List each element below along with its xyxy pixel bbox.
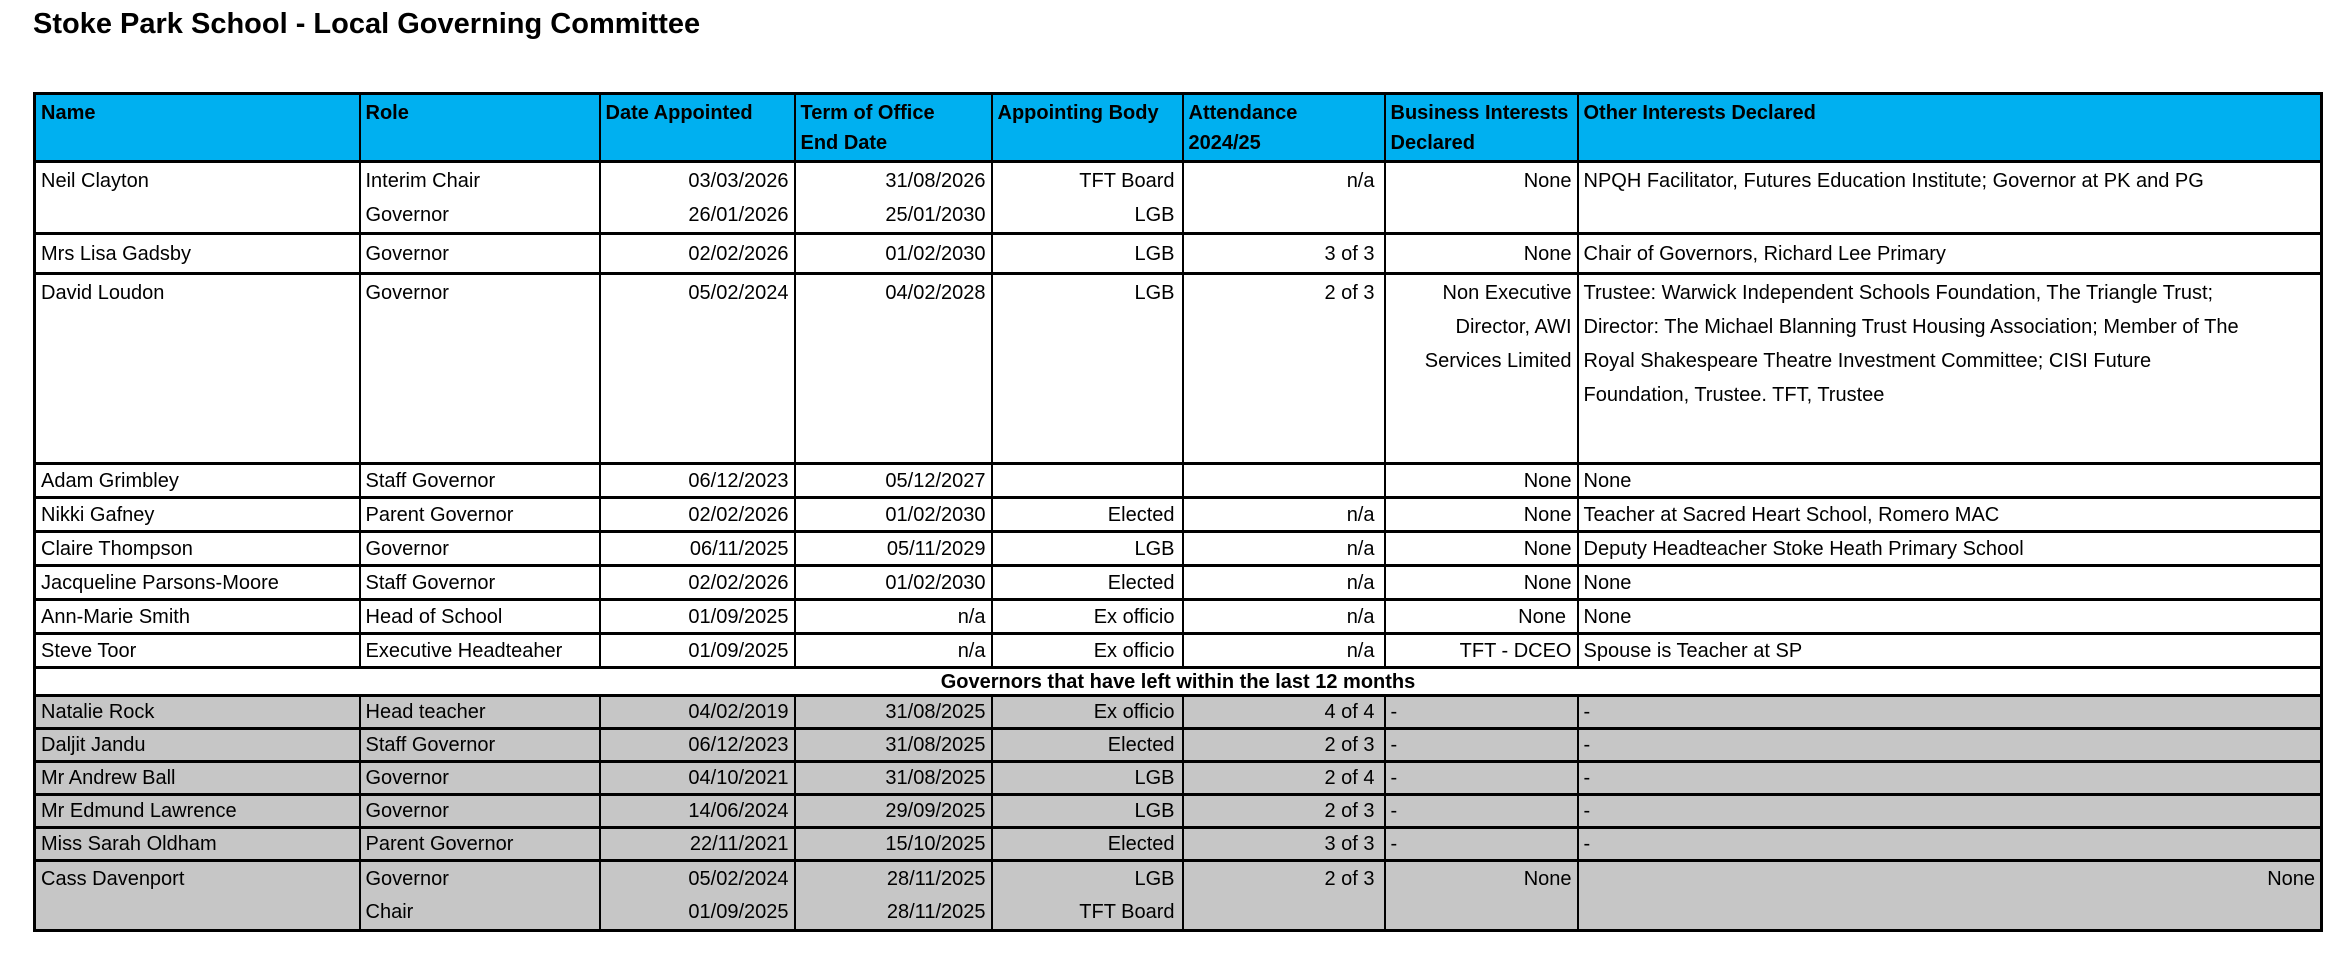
cell-mr-edmund-lawrence-term-end: 29/09/2025	[795, 795, 992, 828]
cell-steve-toor-business-interests: TFT - DCEO	[1385, 634, 1578, 668]
row-mrs-lisa-gadsby	[35, 234, 2322, 274]
cell-jacqueline-parsons-moore-date-appointed: 02/02/2026	[600, 566, 795, 600]
cell-mr-edmund-lawrence-other-interests: -	[1578, 795, 2322, 828]
cell-steve-toor-name: Steve Toor	[35, 634, 360, 668]
row-ann-marie-smith	[35, 600, 2322, 634]
cell-cass-davenport-appointing-body: LGB TFT Board	[992, 861, 1183, 931]
table-body	[35, 162, 2322, 931]
cell-miss-sarah-oldham-business-interests: -	[1385, 828, 1578, 861]
page-title: Stoke Park School - Local Governing Committee	[33, 8, 701, 40]
cell-mr-andrew-ball-appointing-body: LGB	[992, 762, 1183, 795]
cell-claire-thompson-date-appointed: 06/11/2025	[600, 532, 795, 566]
cell-mr-edmund-lawrence-role: Governor	[360, 795, 600, 828]
table-header	[35, 94, 2322, 162]
cell-cass-davenport-date-appointed: 05/02/2024 01/09/2025	[600, 861, 795, 931]
cell-mrs-lisa-gadsby-appointing-body: LGB	[992, 234, 1183, 274]
col-header-role: Role	[360, 94, 600, 162]
row-natalie-rock	[35, 696, 2322, 729]
cell-claire-thompson-appointing-body: LGB	[992, 532, 1183, 566]
col-header-other-interests: Other Interests Declared	[1578, 94, 2322, 162]
cell-ann-marie-smith-role: Head of School	[360, 600, 600, 634]
cell-adam-grimbley-term-end: 05/12/2027	[795, 464, 992, 498]
cell-mr-andrew-ball-attendance: 2 of 4	[1183, 762, 1385, 795]
cell-jacqueline-parsons-moore-appointing-body: Elected	[992, 566, 1183, 600]
row-cass-davenport	[35, 861, 2322, 931]
cell-nikki-gafney-other-interests: Teacher at Sacred Heart School, Romero MAC	[1578, 498, 2322, 532]
cell-david-loudon-appointing-body: LGB	[992, 274, 1183, 464]
row-steve-toor	[35, 634, 2322, 668]
cell-cass-davenport-term-end: 28/11/2025 28/11/2025	[795, 861, 992, 931]
cell-david-loudon-role: Governor	[360, 274, 600, 464]
row-daljit-jandu	[35, 729, 2322, 762]
cell-natalie-rock-role: Head teacher	[360, 696, 600, 729]
cell-ann-marie-smith-business-interests: None	[1385, 600, 1578, 634]
cell-cass-davenport-attendance: 2 of 3	[1183, 861, 1385, 931]
cell-mrs-lisa-gadsby-date-appointed: 02/02/2026	[600, 234, 795, 274]
cell-natalie-rock-other-interests: -	[1578, 696, 2322, 729]
cell-nikki-gafney-attendance: n/a	[1183, 498, 1385, 532]
cell-miss-sarah-oldham-date-appointed: 22/11/2021	[600, 828, 795, 861]
cell-mrs-lisa-gadsby-other-interests: Chair of Governors, Richard Lee Primary	[1578, 234, 2322, 274]
cell-adam-grimbley-attendance	[1183, 464, 1385, 498]
cell-david-loudon-business-interests: Non Executive Director, AWI Services Limited	[1385, 274, 1578, 464]
cell-david-loudon-attendance: 2 of 3	[1183, 274, 1385, 464]
col-header-name: Name	[35, 94, 360, 162]
cell-mr-edmund-lawrence-appointing-body: LGB	[992, 795, 1183, 828]
cell-david-loudon-date-appointed: 05/02/2024	[600, 274, 795, 464]
cell-steve-toor-date-appointed: 01/09/2025	[600, 634, 795, 668]
cell-miss-sarah-oldham-other-interests: -	[1578, 828, 2322, 861]
governing-committee-table	[33, 92, 2323, 932]
col-header-date-appointed: Date Appointed	[600, 94, 795, 162]
col-header-term-end: Term of Office End Date	[795, 94, 992, 162]
cell-mr-andrew-ball-date-appointed: 04/10/2021	[600, 762, 795, 795]
cell-jacqueline-parsons-moore-other-interests: None	[1578, 566, 2322, 600]
cell-steve-toor-appointing-body: Ex officio	[992, 634, 1183, 668]
cell-ann-marie-smith-other-interests: None	[1578, 600, 2322, 634]
cell-claire-thompson-other-interests: Deputy Headteacher Stoke Heath Primary School	[1578, 532, 2322, 566]
section-divider-row	[35, 668, 2322, 696]
cell-mr-edmund-lawrence-attendance: 2 of 3	[1183, 795, 1385, 828]
cell-natalie-rock-term-end: 31/08/2025	[795, 696, 992, 729]
cell-mrs-lisa-gadsby-name: Mrs Lisa Gadsby	[35, 234, 360, 274]
cell-miss-sarah-oldham-name: Miss Sarah Oldham	[35, 828, 360, 861]
row-adam-grimbley	[35, 464, 2322, 498]
row-david-loudon	[35, 274, 2322, 464]
cell-jacqueline-parsons-moore-business-interests: None	[1385, 566, 1578, 600]
cell-daljit-jandu-name: Daljit Jandu	[35, 729, 360, 762]
cell-jacqueline-parsons-moore-role: Staff Governor	[360, 566, 600, 600]
header-row	[35, 94, 2322, 162]
cell-daljit-jandu-role: Staff Governor	[360, 729, 600, 762]
cell-cass-davenport-role: Governor Chair	[360, 861, 600, 931]
cell-neil-clayton-other-interests: NPQH Facilitator, Futures Education Institute; Governor at PK and PG	[1578, 162, 2322, 234]
cell-steve-toor-attendance: n/a	[1183, 634, 1385, 668]
cell-nikki-gafney-role: Parent Governor	[360, 498, 600, 532]
cell-mr-andrew-ball-term-end: 31/08/2025	[795, 762, 992, 795]
cell-jacqueline-parsons-moore-term-end: 01/02/2030	[795, 566, 992, 600]
cell-jacqueline-parsons-moore-name: Jacqueline Parsons-Moore	[35, 566, 360, 600]
cell-claire-thompson-business-interests: None	[1385, 532, 1578, 566]
cell-daljit-jandu-term-end: 31/08/2025	[795, 729, 992, 762]
cell-ann-marie-smith-appointing-body: Ex officio	[992, 600, 1183, 634]
cell-natalie-rock-business-interests: -	[1385, 696, 1578, 729]
cell-claire-thompson-name: Claire Thompson	[35, 532, 360, 566]
cell-david-loudon-other-interests: Trustee: Warwick Independent Schools Foundation, The Triangle Trust; Director: The Michael Blanning Trust Housing Association; Member of The Royal Shakespeare Theatre Investment Committee; CISI Future Foundation, Trustee. TFT, Trustee	[1578, 274, 2322, 464]
cell-claire-thompson-role: Governor	[360, 532, 600, 566]
row-jacqueline-parsons-moore	[35, 566, 2322, 600]
cell-neil-clayton-business-interests: None	[1385, 162, 1578, 234]
cell-natalie-rock-date-appointed: 04/02/2019	[600, 696, 795, 729]
cell-miss-sarah-oldham-appointing-body: Elected	[992, 828, 1183, 861]
cell-steve-toor-role: Executive Headteaher	[360, 634, 600, 668]
cell-claire-thompson-attendance: n/a	[1183, 532, 1385, 566]
cell-daljit-jandu-appointing-body: Elected	[992, 729, 1183, 762]
cell-adam-grimbley-other-interests: None	[1578, 464, 2322, 498]
cell-cass-davenport-other-interests: None	[1578, 861, 2322, 931]
cell-ann-marie-smith-term-end: n/a	[795, 600, 992, 634]
cell-miss-sarah-oldham-attendance: 3 of 3	[1183, 828, 1385, 861]
cell-claire-thompson-term-end: 05/11/2029	[795, 532, 992, 566]
row-miss-sarah-oldham	[35, 828, 2322, 861]
cell-cass-davenport-name: Cass Davenport	[35, 861, 360, 931]
cell-david-loudon-name: David Loudon	[35, 274, 360, 464]
row-mr-edmund-lawrence	[35, 795, 2322, 828]
row-neil-clayton	[35, 162, 2322, 234]
cell-natalie-rock-appointing-body: Ex officio	[992, 696, 1183, 729]
section-header-former-governors: Governors that have left within the last 12 months	[35, 668, 2322, 696]
col-header-business-interests: Business Interests Declared	[1385, 94, 1578, 162]
cell-nikki-gafney-date-appointed: 02/02/2026	[600, 498, 795, 532]
cell-adam-grimbley-role: Staff Governor	[360, 464, 600, 498]
cell-neil-clayton-role: Interim Chair Governor	[360, 162, 600, 234]
cell-miss-sarah-oldham-term-end: 15/10/2025	[795, 828, 992, 861]
cell-mr-edmund-lawrence-date-appointed: 14/06/2024	[600, 795, 795, 828]
cell-daljit-jandu-other-interests: -	[1578, 729, 2322, 762]
cell-mrs-lisa-gadsby-business-interests: None	[1385, 234, 1578, 274]
cell-nikki-gafney-term-end: 01/02/2030	[795, 498, 992, 532]
cell-mr-andrew-ball-business-interests: -	[1385, 762, 1578, 795]
cell-nikki-gafney-business-interests: None	[1385, 498, 1578, 532]
cell-steve-toor-term-end: n/a	[795, 634, 992, 668]
cell-adam-grimbley-appointing-body	[992, 464, 1183, 498]
cell-natalie-rock-name: Natalie Rock	[35, 696, 360, 729]
row-claire-thompson	[35, 532, 2322, 566]
cell-daljit-jandu-attendance: 2 of 3	[1183, 729, 1385, 762]
cell-adam-grimbley-date-appointed: 06/12/2023	[600, 464, 795, 498]
cell-jacqueline-parsons-moore-attendance: n/a	[1183, 566, 1385, 600]
row-mr-andrew-ball	[35, 762, 2322, 795]
cell-adam-grimbley-business-interests: None	[1385, 464, 1578, 498]
col-header-attendance: Attendance 2024/25	[1183, 94, 1385, 162]
col-header-appointing-body: Appointing Body	[992, 94, 1183, 162]
cell-cass-davenport-business-interests: None	[1385, 861, 1578, 931]
cell-mrs-lisa-gadsby-term-end: 01/02/2030	[795, 234, 992, 274]
cell-nikki-gafney-appointing-body: Elected	[992, 498, 1183, 532]
cell-daljit-jandu-date-appointed: 06/12/2023	[600, 729, 795, 762]
cell-neil-clayton-attendance: n/a	[1183, 162, 1385, 234]
cell-nikki-gafney-name: Nikki Gafney	[35, 498, 360, 532]
cell-mr-andrew-ball-role: Governor	[360, 762, 600, 795]
cell-mr-edmund-lawrence-business-interests: -	[1385, 795, 1578, 828]
cell-mr-andrew-ball-name: Mr Andrew Ball	[35, 762, 360, 795]
cell-ann-marie-smith-date-appointed: 01/09/2025	[600, 600, 795, 634]
cell-ann-marie-smith-attendance: n/a	[1183, 600, 1385, 634]
cell-mr-edmund-lawrence-name: Mr Edmund Lawrence	[35, 795, 360, 828]
cell-daljit-jandu-business-interests: -	[1385, 729, 1578, 762]
cell-miss-sarah-oldham-role: Parent Governor	[360, 828, 600, 861]
cell-neil-clayton-term-end: 31/08/2026 25/01/2030	[795, 162, 992, 234]
cell-david-loudon-term-end: 04/02/2028	[795, 274, 992, 464]
cell-mr-andrew-ball-other-interests: -	[1578, 762, 2322, 795]
cell-neil-clayton-appointing-body: TFT Board LGB	[992, 162, 1183, 234]
cell-ann-marie-smith-name: Ann-Marie Smith	[35, 600, 360, 634]
cell-mrs-lisa-gadsby-role: Governor	[360, 234, 600, 274]
cell-neil-clayton-name: Neil Clayton	[35, 162, 360, 234]
cell-steve-toor-other-interests: Spouse is Teacher at SP	[1578, 634, 2322, 668]
row-nikki-gafney	[35, 498, 2322, 532]
cell-adam-grimbley-name: Adam Grimbley	[35, 464, 360, 498]
cell-neil-clayton-date-appointed: 03/03/2026 26/01/2026	[600, 162, 795, 234]
cell-mrs-lisa-gadsby-attendance: 3 of 3	[1183, 234, 1385, 274]
cell-natalie-rock-attendance: 4 of 4	[1183, 696, 1385, 729]
